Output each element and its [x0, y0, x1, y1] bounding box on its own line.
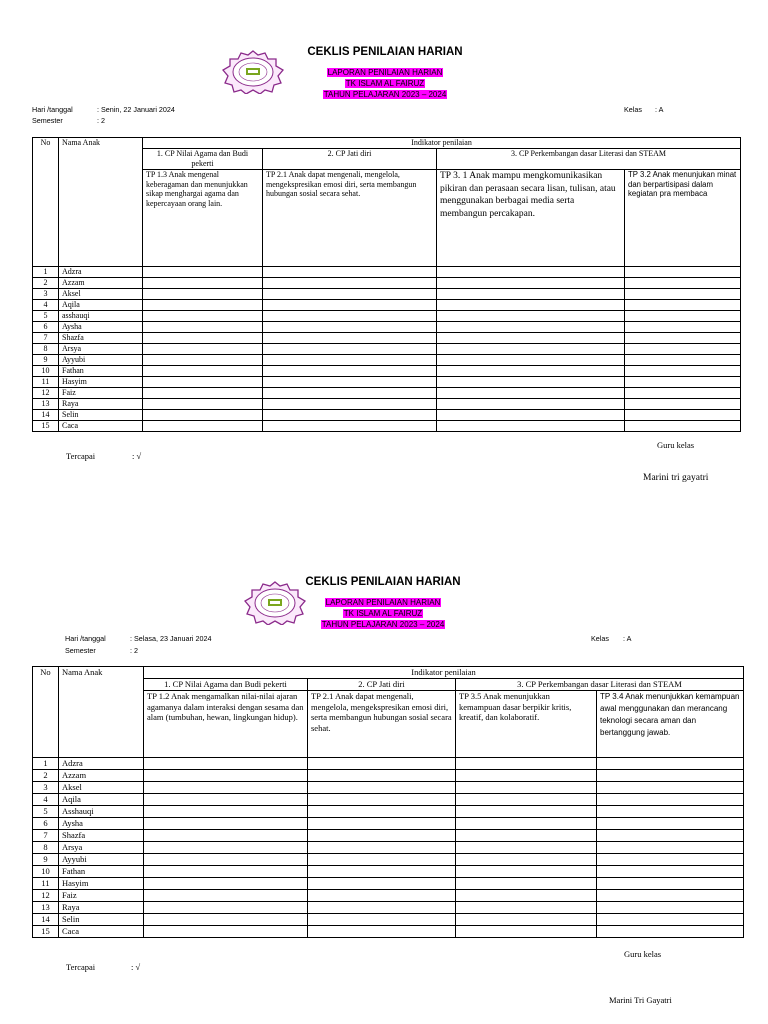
checklist-cell[interactable] [456, 854, 597, 866]
checklist-cell[interactable] [437, 410, 625, 421]
student-name: Arsya [59, 842, 144, 854]
checklist-cell[interactable] [143, 410, 263, 421]
row-number: 15 [33, 421, 59, 432]
teacher-name: Marini tri gayatri [643, 473, 709, 483]
checklist-cell[interactable] [308, 866, 456, 878]
tp-cell: TP 3. 1 Anak mampu mengkomunikasikan pikiran dan perasaan secara lisan, tulisan, atau menggunakan berbagai media serta membangun percakapan. [437, 170, 625, 267]
class-value: : A [623, 634, 632, 643]
student-name: Adzra [59, 267, 143, 278]
checklist-cell[interactable] [437, 388, 625, 399]
tp-cell: TP 3.5 Anak menunjukkan kemampuan dasar berpikir kritis, kreatif, dan kolaboratif. [456, 691, 597, 758]
table-row [33, 311, 741, 322]
assessment-table [32, 137, 741, 432]
table-row [33, 866, 744, 878]
student-name: Selin [59, 410, 143, 421]
checklist-cell[interactable] [625, 311, 741, 322]
checklist-cell[interactable] [456, 818, 597, 830]
checklist-cell[interactable] [308, 926, 456, 938]
checklist-cell[interactable] [625, 366, 741, 377]
checklist-cell[interactable] [144, 806, 308, 818]
table-row [33, 267, 741, 278]
row-number: 2 [33, 770, 59, 782]
report-heading [268, 597, 498, 630]
checklist-cell[interactable] [144, 842, 308, 854]
checklist-cell[interactable] [143, 278, 263, 289]
tp-cell: TP 1.2 Anak mengamalkan nilai-nilai ajaran agamanya dalam interaksi dengan sesama dan alam (tumbuhan, hewan, lingkungan hidup). [144, 691, 308, 758]
row-number: 13 [33, 902, 59, 914]
row-number: 5 [33, 311, 59, 322]
checklist-cell[interactable] [308, 914, 456, 926]
checklist-cell[interactable] [437, 333, 625, 344]
table-row [33, 758, 744, 770]
checklist-cell[interactable] [144, 902, 308, 914]
checklist-cell[interactable] [437, 355, 625, 366]
row-number: 12 [33, 388, 59, 399]
date-value: : Senin, 22 Januari 2024 [97, 105, 175, 114]
achieved-value: : √ [132, 451, 142, 461]
checklist-cell[interactable] [263, 399, 437, 410]
checklist-cell[interactable] [597, 842, 744, 854]
checklist-cell[interactable] [144, 758, 308, 770]
header-indicator: Indikator penilaian [143, 138, 741, 149]
achieved-label: Tercapai [66, 451, 96, 461]
checklist-cell[interactable] [597, 794, 744, 806]
row-number: 14 [33, 914, 59, 926]
student-name: Arsya [59, 344, 143, 355]
checklist-cell[interactable] [597, 866, 744, 878]
table-row [33, 388, 741, 399]
checklist-cell[interactable] [144, 926, 308, 938]
header-no: No [33, 667, 59, 758]
row-number: 4 [33, 794, 59, 806]
checklist-cell[interactable] [144, 914, 308, 926]
checklist-cell[interactable] [308, 854, 456, 866]
student-name: Azzam [59, 770, 144, 782]
checklist-cell[interactable] [456, 842, 597, 854]
school-name-line: TK ISLAM AL FAIRUZ [345, 79, 425, 88]
checklist-cell[interactable] [597, 926, 744, 938]
checklist-cell[interactable] [308, 890, 456, 902]
tp-cell: TP 3.4 Anak menunjukkan kemampuan awal menggunakan dan merancang teknologi secara aman dan bertanggung jawab. [597, 691, 744, 758]
checklist-cell[interactable] [437, 421, 625, 432]
checklist-cell[interactable] [625, 377, 741, 388]
checklist-cell[interactable] [625, 344, 741, 355]
student-name: Selin [59, 914, 144, 926]
table-row [33, 366, 741, 377]
checklist-cell[interactable] [597, 782, 744, 794]
semester-label: Semester [65, 646, 96, 655]
table-row [33, 322, 741, 333]
checklist-cell[interactable] [625, 388, 741, 399]
student-name: Caca [59, 421, 143, 432]
row-number: 1 [33, 267, 59, 278]
school-year-line: TAHUN PELAJARAN 2023 – 2024 [323, 90, 447, 99]
student-name: Faiz [59, 388, 143, 399]
row-number: 10 [33, 366, 59, 377]
row-number: 2 [33, 278, 59, 289]
cp-literacy-steam: 3. CP Perkembangan dasar Literasi dan STEAM [456, 679, 744, 691]
checklist-cell[interactable] [144, 830, 308, 842]
checklist-cell[interactable] [308, 770, 456, 782]
checklist-cell[interactable] [437, 399, 625, 410]
checklist-cell[interactable] [625, 278, 741, 289]
checklist-cell[interactable] [625, 267, 741, 278]
row-number: 10 [33, 866, 59, 878]
checklist-cell[interactable] [263, 388, 437, 399]
student-name: Aqila [59, 300, 143, 311]
checklist-cell[interactable] [143, 388, 263, 399]
checklist-cell[interactable] [308, 878, 456, 890]
class-label: Kelas [624, 105, 642, 114]
row-number: 9 [33, 854, 59, 866]
student-name: Ayyubi [59, 355, 143, 366]
checklist-cell[interactable] [144, 866, 308, 878]
student-name: Aksel [59, 289, 143, 300]
checklist-cell[interactable] [625, 300, 741, 311]
checklist-cell[interactable] [597, 818, 744, 830]
student-name: Aysha [59, 322, 143, 333]
cp-identity: 2. CP Jati diri [308, 679, 456, 691]
checklist-cell[interactable] [144, 770, 308, 782]
achieved-value: : √ [131, 962, 141, 972]
checklist-cell[interactable] [143, 300, 263, 311]
student-name: Aqila [59, 794, 144, 806]
checklist-cell[interactable] [456, 878, 597, 890]
table-row [33, 914, 744, 926]
checklist-cell[interactable] [144, 878, 308, 890]
student-name: Hasyim [59, 377, 143, 388]
table-row [33, 890, 744, 902]
date-label: Hari /tanggal [32, 105, 73, 114]
header-name: Nama Anak [59, 667, 144, 758]
student-name: Ayyubi [59, 854, 144, 866]
checklist-cell[interactable] [456, 794, 597, 806]
checklist-cell[interactable] [625, 410, 741, 421]
checklist-cell[interactable] [597, 830, 744, 842]
student-name: Asshauqi [59, 806, 144, 818]
checklist-cell[interactable] [456, 866, 597, 878]
cp-literacy-steam: 3. CP Perkembangan dasar Literasi dan STEAM [437, 149, 741, 170]
checklist-cell[interactable] [263, 355, 437, 366]
table-row [33, 410, 741, 421]
date-label: Hari /tanggal [65, 634, 106, 643]
header-no: No [33, 138, 59, 267]
table-row [33, 830, 744, 842]
checklist-cell[interactable] [143, 311, 263, 322]
row-number: 6 [33, 818, 59, 830]
teacher-label: Guru kelas [657, 440, 695, 450]
row-number: 3 [33, 782, 59, 794]
checklist-cell[interactable] [263, 377, 437, 388]
row-number: 11 [33, 377, 59, 388]
checklist-cell[interactable] [143, 377, 263, 388]
student-name: Shazfa [59, 830, 144, 842]
report-heading-line: LAPORAN PENILAIAN HARIAN [325, 598, 441, 607]
class-label: Kelas [591, 634, 609, 643]
checklist-cell[interactable] [143, 289, 263, 300]
table-row [33, 344, 741, 355]
table-row [33, 926, 744, 938]
checklist-cell[interactable] [308, 794, 456, 806]
checklist-cell[interactable] [625, 289, 741, 300]
checklist-cell[interactable] [144, 854, 308, 866]
checklist-cell[interactable] [437, 366, 625, 377]
table-row [33, 278, 741, 289]
table-row [33, 355, 741, 366]
row-number: 6 [33, 322, 59, 333]
assessment-table [32, 666, 744, 938]
row-number: 1 [33, 758, 59, 770]
checklist-cell[interactable] [597, 854, 744, 866]
checklist-cell[interactable] [308, 842, 456, 854]
student-name: Caca [59, 926, 144, 938]
student-name: Aksel [59, 782, 144, 794]
table-row [33, 333, 741, 344]
table-row [33, 300, 741, 311]
checklist-cell[interactable] [308, 830, 456, 842]
checklist-cell[interactable] [143, 421, 263, 432]
table-row [33, 878, 744, 890]
teacher-name: Marini Tri Gayatri [609, 995, 672, 1005]
checklist-cell[interactable] [263, 322, 437, 333]
checklist-cell[interactable] [308, 758, 456, 770]
table-row [33, 818, 744, 830]
header-indicator: Indikator penilaian [144, 667, 744, 679]
checklist-cell[interactable] [144, 818, 308, 830]
checklist-cell[interactable] [456, 902, 597, 914]
table-row [33, 289, 741, 300]
row-number: 11 [33, 878, 59, 890]
checklist-cell[interactable] [263, 410, 437, 421]
cp-religion: 1. CP Nilai Agama dan Budi pekerti [143, 149, 263, 170]
checklist-cell[interactable] [263, 366, 437, 377]
checklist-cell[interactable] [437, 289, 625, 300]
checklist-cell[interactable] [456, 770, 597, 782]
checklist-cell[interactable] [143, 333, 263, 344]
tp-cell: TP 1.3 Anak mengenal keberagaman dan menunjukkan sikap menghargai agama dan kepercayaan orang lain. [143, 170, 263, 267]
table-row [33, 842, 744, 854]
checklist-cell[interactable] [456, 890, 597, 902]
checklist-cell[interactable] [144, 782, 308, 794]
checklist-cell[interactable] [437, 300, 625, 311]
row-number: 7 [33, 830, 59, 842]
checklist-cell[interactable] [263, 300, 437, 311]
checklist-cell[interactable] [144, 794, 308, 806]
checklist-cell[interactable] [597, 770, 744, 782]
checklist-cell[interactable] [625, 333, 741, 344]
teacher-label: Guru kelas [624, 949, 662, 959]
header-name: Nama Anak [59, 138, 143, 267]
checklist-cell[interactable] [437, 278, 625, 289]
row-number: 8 [33, 344, 59, 355]
checklist-cell[interactable] [143, 322, 263, 333]
table-row [33, 770, 744, 782]
student-name: Raya [59, 902, 144, 914]
table-row [33, 421, 741, 432]
row-number: 3 [33, 289, 59, 300]
semester-label: Semester [32, 116, 63, 125]
table-row [33, 794, 744, 806]
checklist-cell[interactable] [456, 782, 597, 794]
cp-religion: 1. CP Nilai Agama dan Budi pekerti [144, 679, 308, 691]
school-name-line: TK ISLAM AL FAIRUZ [343, 609, 423, 618]
school-year-line: TAHUN PELAJARAN 2023 – 2024 [321, 620, 445, 629]
checklist-cell[interactable] [437, 267, 625, 278]
cp-identity: 2. CP Jati diri [263, 149, 437, 170]
student-name: Adzra [59, 758, 144, 770]
student-name: asshauqi [59, 311, 143, 322]
checklist-cell[interactable] [437, 344, 625, 355]
checklist-cell[interactable] [625, 355, 741, 366]
checklist-cell[interactable] [143, 267, 263, 278]
achieved-label: Tercapai [66, 962, 96, 972]
checklist-cell[interactable] [456, 758, 597, 770]
checklist-cell[interactable] [308, 902, 456, 914]
tp-cell: TP 2.1 Anak dapat mengenali, mengelola, mengekspresikan emosi diri, serta membangun hubungan sosial secara sehat. [308, 691, 456, 758]
student-name: Aysha [59, 818, 144, 830]
checklist-cell[interactable] [597, 914, 744, 926]
checklist-cell[interactable] [143, 399, 263, 410]
checklist-cell[interactable] [144, 890, 308, 902]
checklist-cell[interactable] [597, 890, 744, 902]
checklist-cell[interactable] [437, 311, 625, 322]
checklist-cell[interactable] [437, 322, 625, 333]
row-number: 14 [33, 410, 59, 421]
checklist-cell[interactable] [456, 914, 597, 926]
student-name: Hasyim [59, 878, 144, 890]
checklist-cell[interactable] [263, 267, 437, 278]
checklist-cell[interactable] [456, 806, 597, 818]
table-row [33, 377, 741, 388]
checklist-cell[interactable] [625, 322, 741, 333]
row-number: 4 [33, 300, 59, 311]
checklist-cell[interactable] [456, 926, 597, 938]
checklist-cell[interactable] [437, 377, 625, 388]
checklist-cell[interactable] [143, 344, 263, 355]
checklist-cell[interactable] [597, 758, 744, 770]
checklist-cell[interactable] [143, 366, 263, 377]
class-value: : A [655, 105, 664, 114]
student-name: Shazfa [59, 333, 143, 344]
checklist-cell[interactable] [308, 782, 456, 794]
row-number: 13 [33, 399, 59, 410]
table-row [33, 902, 744, 914]
tp-cell: TP 2.1 Anak dapat mengenali, mengelola, mengekspresikan emosi diri, serta membangun hubungan sosial secara sehat. [263, 170, 437, 267]
checklist-cell[interactable] [625, 421, 741, 432]
checklist-cell[interactable] [625, 399, 741, 410]
checklist-cell[interactable] [263, 289, 437, 300]
tp-cell: TP 3.2 Anak menunjukan minat dan berpartisipasi dalam kegiatan pra membaca [625, 170, 741, 267]
student-name: Azzam [59, 278, 143, 289]
row-number: 12 [33, 890, 59, 902]
checklist-cell[interactable] [143, 355, 263, 366]
checklist-cell[interactable] [308, 818, 456, 830]
table-row [33, 399, 741, 410]
checklist-cell[interactable] [263, 311, 437, 322]
row-number: 8 [33, 842, 59, 854]
semester-value: : 2 [130, 646, 138, 655]
student-name: Faiz [59, 890, 144, 902]
checklist-cell[interactable] [263, 333, 437, 344]
table-row [33, 806, 744, 818]
checklist-cell[interactable] [597, 806, 744, 818]
checklist-cell[interactable] [456, 830, 597, 842]
checklist-cell[interactable] [597, 902, 744, 914]
row-number: 9 [33, 355, 59, 366]
table-row [33, 854, 744, 866]
checklist-cell[interactable] [263, 344, 437, 355]
report-heading [270, 67, 500, 100]
row-number: 5 [33, 806, 59, 818]
student-name: Fathan [59, 866, 144, 878]
student-name: Fathan [59, 366, 143, 377]
student-name: Raya [59, 399, 143, 410]
page-title: CEKLIS PENILAIAN HARIAN [307, 46, 463, 58]
page-title: CEKLIS PENILAIAN HARIAN [305, 576, 461, 588]
checklist-cell[interactable] [597, 878, 744, 890]
date-value: : Selasa, 23 Januari 2024 [130, 634, 212, 643]
semester-value: : 2 [97, 116, 105, 125]
row-number: 7 [33, 333, 59, 344]
table-row [33, 782, 744, 794]
checklist-cell[interactable] [263, 421, 437, 432]
row-number: 15 [33, 926, 59, 938]
checklist-cell[interactable] [263, 278, 437, 289]
report-heading-line: LAPORAN PENILAIAN HARIAN [327, 68, 443, 77]
checklist-cell[interactable] [308, 806, 456, 818]
